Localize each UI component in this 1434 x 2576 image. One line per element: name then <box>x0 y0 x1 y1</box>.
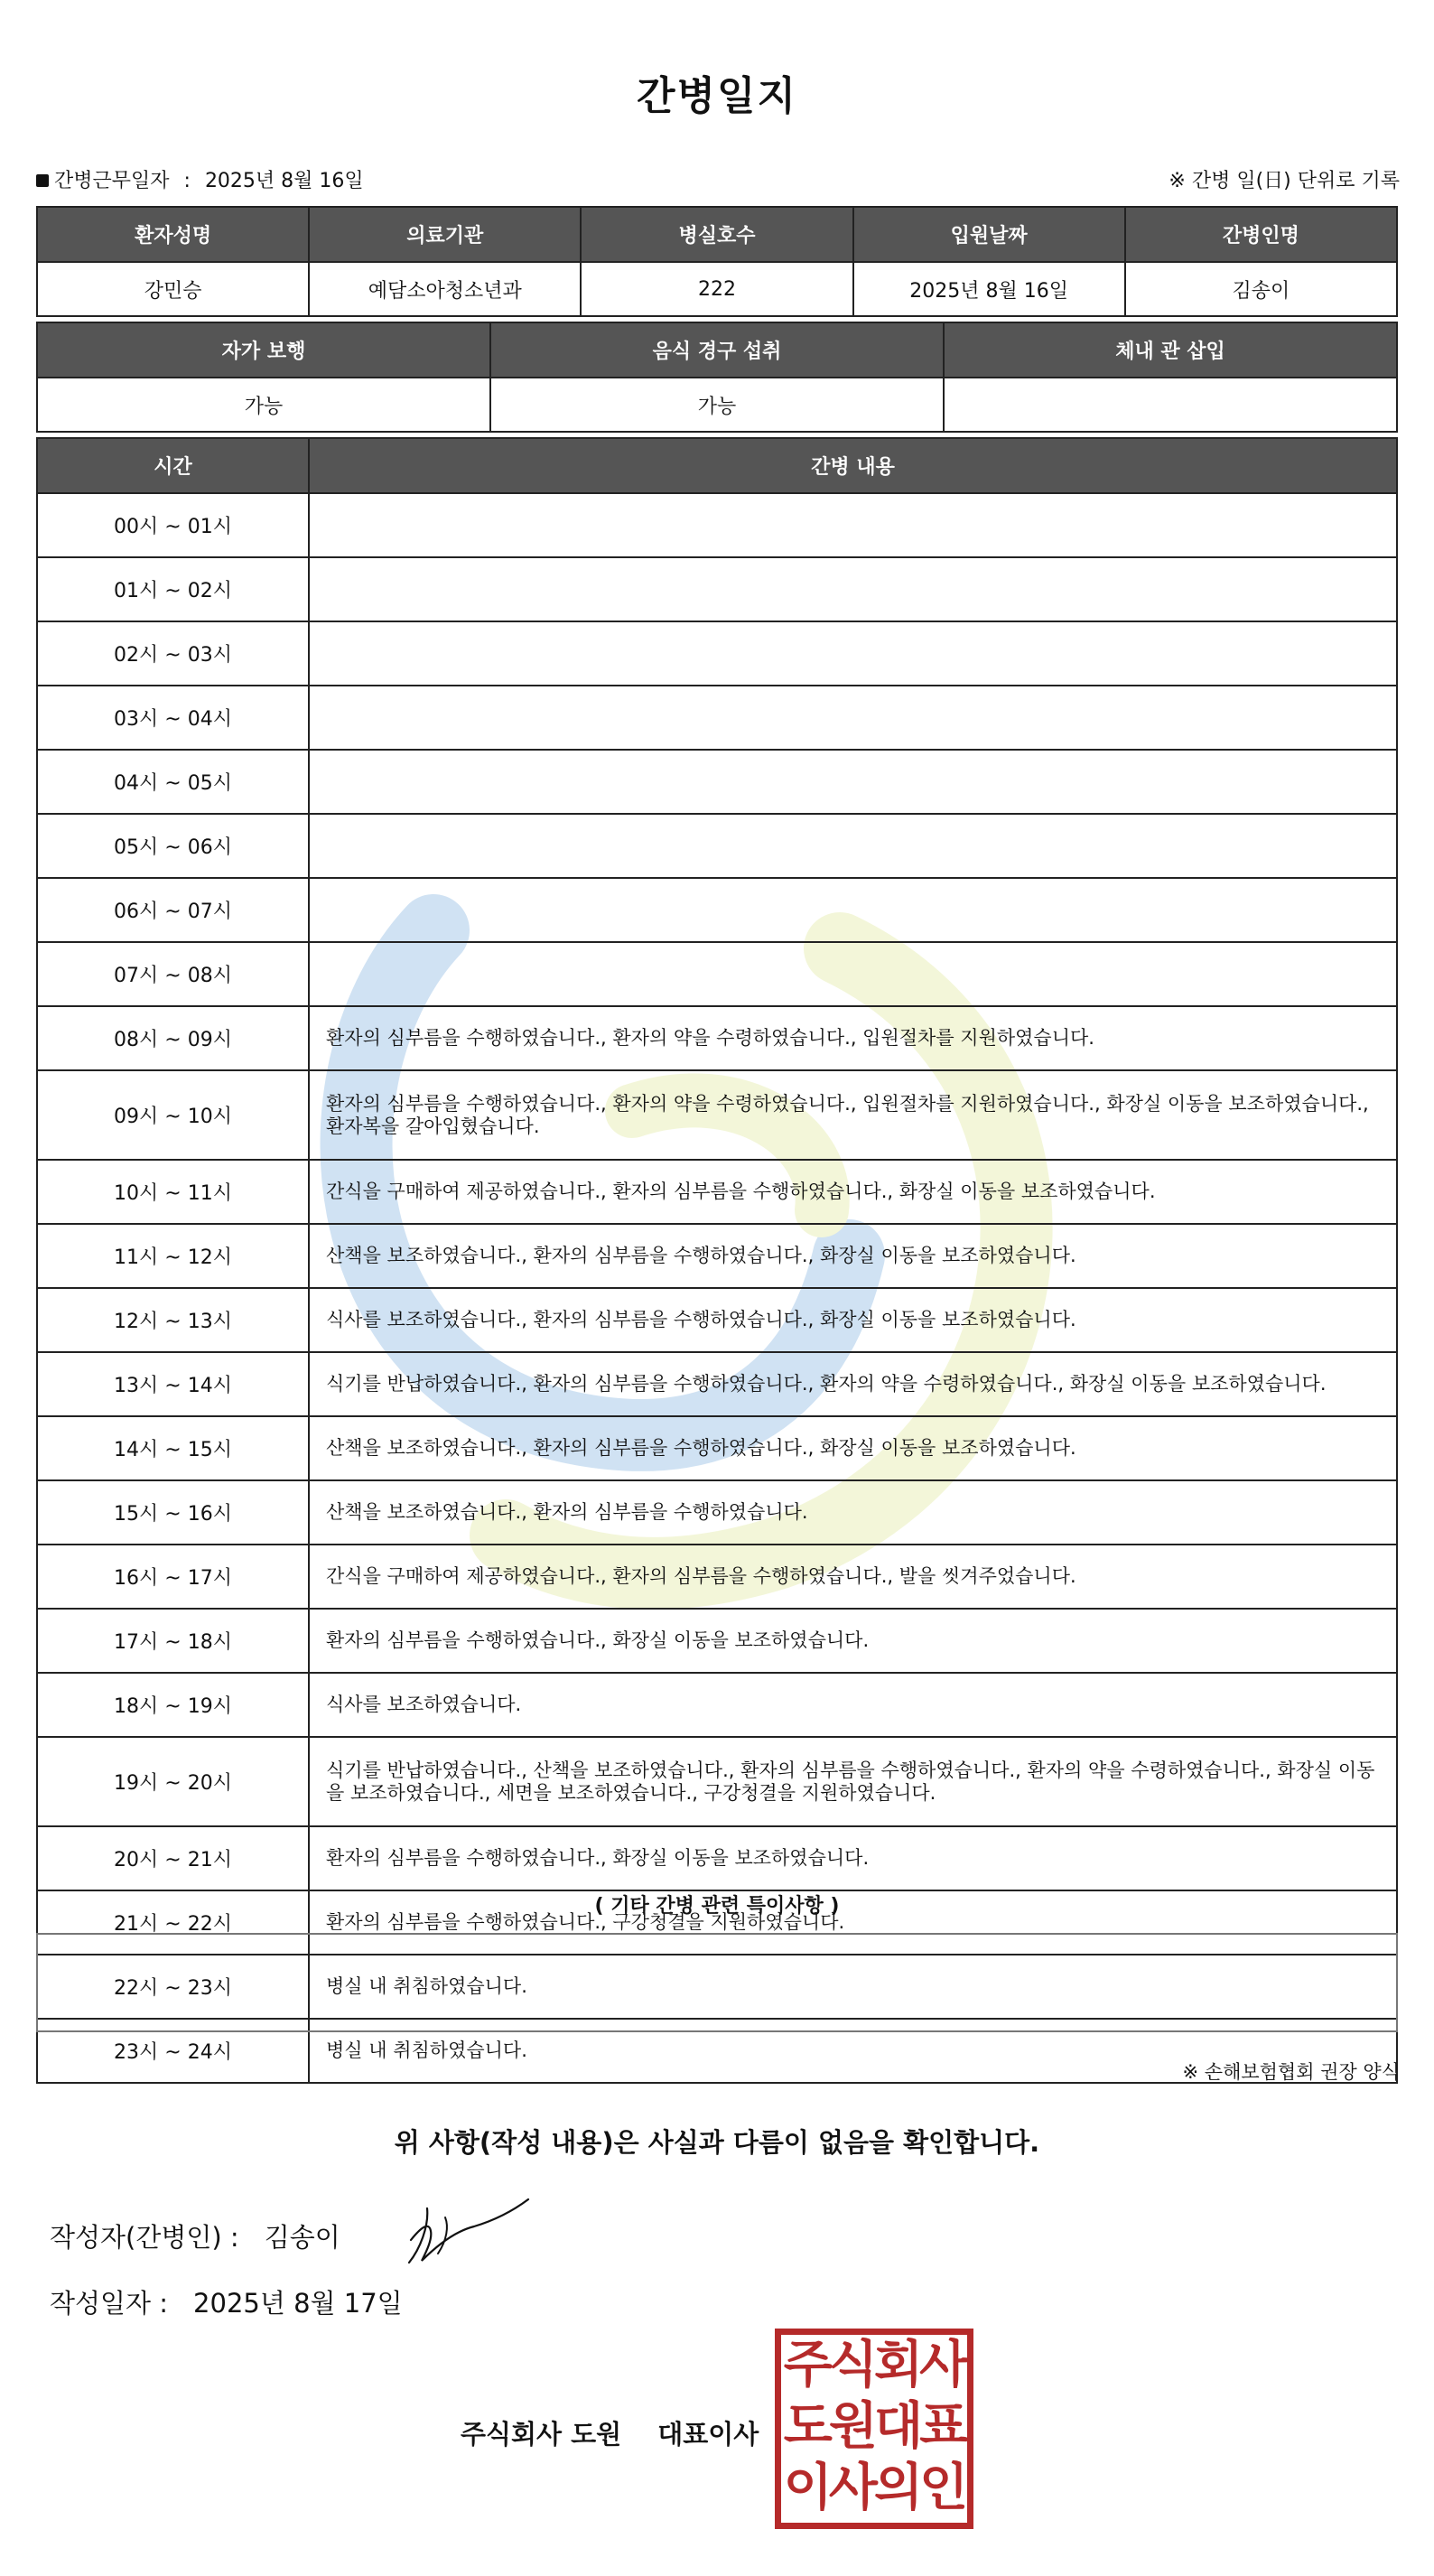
info-header: 입원날짜 <box>853 207 1125 262</box>
table-row <box>37 942 1397 1006</box>
time-cell: 12시 ~ 13시 <box>37 1288 309 1352</box>
time-cell: 09시 ~ 10시 <box>37 1070 309 1160</box>
work-date-value: 2025년 8월 16일 <box>204 170 364 192</box>
seal-line: 이사의인 <box>783 2459 965 2517</box>
content-cell <box>309 621 1397 686</box>
time-cell: 13시 ~ 14시 <box>37 1352 309 1416</box>
content-cell: 간식을 구매하여 제공하였습니다., 환자의 심부름을 수행하였습니다., 발을 씻겨주었습니다. <box>309 1545 1397 1609</box>
table-row <box>37 1352 1397 1416</box>
table-row <box>37 621 1397 686</box>
company-seal-stamp <box>775 2329 973 2529</box>
company-name: 주식회사 도원 <box>461 2419 622 2450</box>
content-cell <box>309 814 1397 878</box>
table-row <box>37 1480 1397 1545</box>
work-date-label: 간병근무일자 <box>54 170 170 192</box>
time-cell: 15시 ~ 16시 <box>37 1480 309 1545</box>
info-header: 간병인명 <box>1125 207 1397 262</box>
table-row <box>37 814 1397 878</box>
self-walking-value: 가능 <box>37 378 490 432</box>
tube-insertion-value <box>944 378 1397 432</box>
content-cell: 환자의 심부름을 수행하였습니다., 화장실 이동을 보조하였습니다. <box>309 1609 1397 1673</box>
confirmation-statement: 위 사항(작성 내용)은 사실과 다름이 없음을 확인합니다. <box>394 2127 1040 2158</box>
time-cell: 23시 ~ 24시 <box>37 2019 309 2083</box>
table-row <box>37 1006 1397 1070</box>
time-cell: 22시 ~ 23시 <box>37 1955 309 2019</box>
special-notes-title: ( 기타 간병 관련 특이사항 ) <box>594 1895 840 1918</box>
time-cell: 11시 ~ 12시 <box>37 1224 309 1288</box>
table-row <box>37 878 1397 942</box>
table-row <box>37 750 1397 814</box>
content-cell: 병실 내 취침하였습니다. <box>309 2019 1397 2083</box>
special-notes-box <box>36 1933 1398 2032</box>
caregiver-name: 김송이 <box>1125 262 1397 316</box>
document-title: 간병일지 <box>636 73 797 119</box>
content-cell: 식사를 보조하였습니다., 환자의 심부름을 수행하였습니다., 화장실 이동을 보조하였습니다. <box>309 1288 1397 1352</box>
seal-line: 도원대표 <box>783 2397 965 2456</box>
content-cell <box>309 878 1397 942</box>
table-row <box>37 1288 1397 1352</box>
content-cell <box>309 557 1397 621</box>
status-header: 음식 경구 섭취 <box>490 322 944 378</box>
form-note: ※ 손해보험협회 권장 양식 <box>1182 2061 1400 2083</box>
content-cell <box>309 493 1397 557</box>
content-cell: 산책을 보조하였습니다., 환자의 심부름을 수행하였습니다., 화장실 이동을 보조하였습니다. <box>309 1416 1397 1480</box>
time-cell: 10시 ~ 11시 <box>37 1160 309 1224</box>
company-line <box>461 2414 759 2451</box>
table-row <box>37 493 1397 557</box>
time-cell: 00시 ~ 01시 <box>37 493 309 557</box>
care-log-table <box>36 437 1398 2084</box>
status-header: 자가 보행 <box>37 322 490 378</box>
content-cell: 간식을 구매하여 제공하였습니다., 환자의 심부름을 수행하였습니다., 화장실 이동을 보조하였습니다. <box>309 1160 1397 1224</box>
content-header: 간병 내용 <box>309 438 1397 493</box>
work-date <box>36 165 364 193</box>
time-header: 시간 <box>37 438 309 493</box>
time-cell: 20시 ~ 21시 <box>37 1826 309 1890</box>
admission-date: 2025년 8월 16일 <box>853 262 1125 316</box>
status-header: 체내 관 삽입 <box>944 322 1397 378</box>
work-date-colon: : <box>183 170 191 192</box>
signature-image <box>402 2190 537 2272</box>
info-header: 의료기관 <box>309 207 581 262</box>
time-cell: 04시 ~ 05시 <box>37 750 309 814</box>
content-cell: 식기를 반납하였습니다., 환자의 심부름을 수행하였습니다., 환자의 약을 수령하였습니다., 화장실 이동을 보조하였습니다. <box>309 1352 1397 1416</box>
table-row <box>37 1737 1397 1826</box>
table-row <box>37 686 1397 750</box>
room-number: 222 <box>581 262 852 316</box>
patient-info-table <box>36 206 1398 317</box>
content-cell: 환자의 심부름을 수행하였습니다., 환자의 약을 수령하였습니다., 입원절차를 지원하였습니다. <box>309 1006 1397 1070</box>
time-cell: 19시 ~ 20시 <box>37 1737 309 1826</box>
content-cell: 환자의 심부름을 수행하였습니다., 화장실 이동을 보조하였습니다. <box>309 1826 1397 1890</box>
time-cell: 03시 ~ 04시 <box>37 686 309 750</box>
oral-intake-value: 가능 <box>490 378 944 432</box>
table-row <box>37 1224 1397 1288</box>
written-date-line <box>50 2283 403 2320</box>
content-cell <box>309 686 1397 750</box>
patient-name: 강민승 <box>37 262 309 316</box>
content-cell: 식사를 보조하였습니다. <box>309 1673 1397 1737</box>
table-row <box>37 1545 1397 1609</box>
bullet-square-icon <box>36 174 49 187</box>
time-cell: 14시 ~ 15시 <box>37 1416 309 1480</box>
time-cell: 02시 ~ 03시 <box>37 621 309 686</box>
content-cell <box>309 942 1397 1006</box>
time-cell: 07시 ~ 08시 <box>37 942 309 1006</box>
table-row <box>37 1609 1397 1673</box>
seal-line: 주식회사 <box>783 2336 965 2394</box>
record-note: ※ 간병 일(日) 단위로 기록 <box>1169 170 1400 192</box>
time-cell: 18시 ~ 19시 <box>37 1673 309 1737</box>
table-row <box>37 1673 1397 1737</box>
table-row <box>37 1826 1397 1890</box>
ceo-title: 대표이사 <box>657 2419 759 2450</box>
writer-line <box>50 2217 340 2254</box>
content-cell: 환자의 심부름을 수행하였습니다., 환자의 약을 수령하였습니다., 입원절차를 지원하였습니다., 화장실 이동을 보조하였습니다., 환자복을 갈아입혔습니다. <box>309 1070 1397 1160</box>
info-header: 병실호수 <box>581 207 852 262</box>
written-date-value: 2025년 8월 17일 <box>193 2288 403 2319</box>
medical-institution: 예담소아청소년과 <box>309 262 581 316</box>
content-cell: 병실 내 취침하였습니다. <box>309 1955 1397 2019</box>
table-row <box>37 1070 1397 1160</box>
content-cell: 식기를 반납하였습니다., 산책을 보조하였습니다., 환자의 심부름을 수행하였습니다., 환자의 약을 수령하였습니다., 화장실 이동을 보조하였습니다., 세면을 보조하였습니다., 구강청결을 지원하였습니다. <box>309 1737 1397 1826</box>
written-date-label: 작성일자 : <box>50 2288 169 2319</box>
info-header: 환자성명 <box>37 207 309 262</box>
time-cell: 21시 ~ 22시 <box>37 1890 309 1955</box>
content-cell <box>309 750 1397 814</box>
time-cell: 01시 ~ 02시 <box>37 557 309 621</box>
time-cell: 05시 ~ 06시 <box>37 814 309 878</box>
time-cell: 08시 ~ 09시 <box>37 1006 309 1070</box>
time-cell: 16시 ~ 17시 <box>37 1545 309 1609</box>
table-row <box>37 557 1397 621</box>
writer-label: 작성자(간병인) : <box>50 2222 239 2253</box>
time-cell: 06시 ~ 07시 <box>37 878 309 942</box>
table-row <box>37 1160 1397 1224</box>
table-row <box>37 1416 1397 1480</box>
content-cell: 산책을 보조하였습니다., 환자의 심부름을 수행하였습니다. <box>309 1480 1397 1545</box>
time-cell: 17시 ~ 18시 <box>37 1609 309 1673</box>
content-cell: 환자의 심부름을 수행하였습니다., 구강청결을 지원하였습니다. <box>309 1890 1397 1955</box>
writer-name: 김송이 <box>264 2222 340 2253</box>
patient-status-table <box>36 322 1398 433</box>
content-cell: 산책을 보조하였습니다., 환자의 심부름을 수행하였습니다., 화장실 이동을 보조하였습니다. <box>309 1224 1397 1288</box>
